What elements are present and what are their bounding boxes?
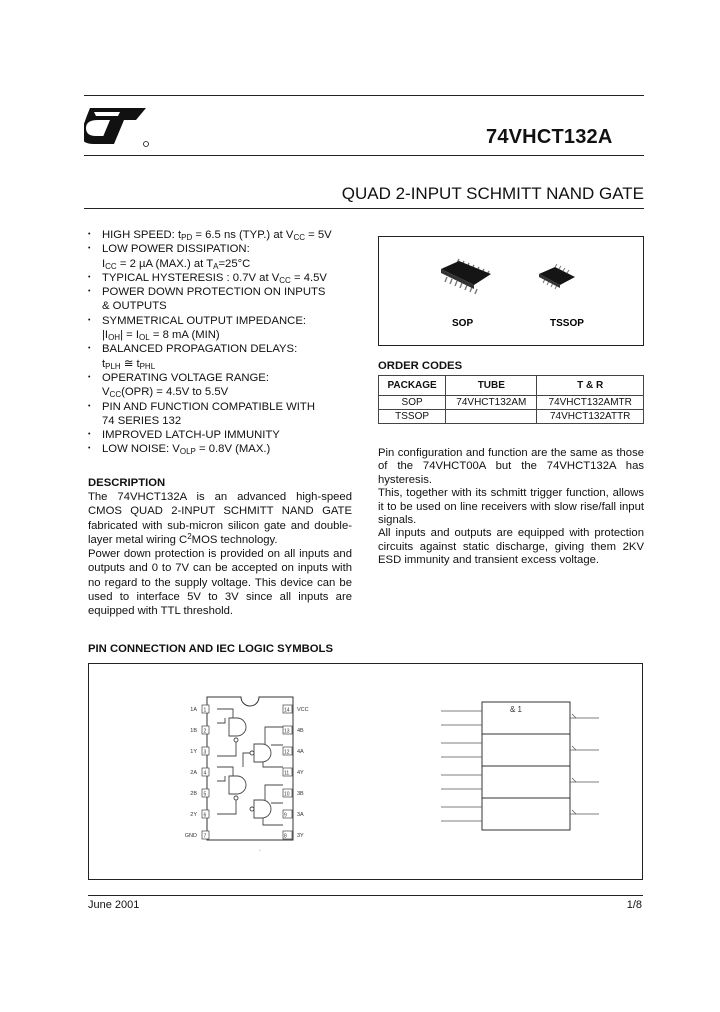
table-row <box>379 410 644 424</box>
cell-tr: 74VHCT132ATTR <box>537 410 644 424</box>
diagram-code: * <box>259 848 261 853</box>
dip-pin-number: 3 <box>203 749 207 756</box>
footer-rule <box>88 895 643 896</box>
iec-negation-mark <box>572 714 576 718</box>
dip-pin-number: 13 <box>284 728 290 735</box>
iec-symbol-label: & 1 <box>510 705 523 714</box>
header-tr: T & R <box>537 376 644 396</box>
feature-item: • HIGH SPEED: $t_{PD} = 6.5$ ns (TYP.) at $V_{CC} = 5V$ <box>88 228 360 242</box>
dip-pin-number: 10 <box>284 791 290 798</box>
dip-pin-label: 3A <box>297 812 304 818</box>
description-paragraph: Power down protection is provided on all inputs and outputs and 0 to 7V can be accepted on inputs with no regard to the supply voltage. This device can be used to interface 5V to 3V since all inputs are equipped with TTL threshold. <box>88 548 352 618</box>
text-paragraph: Pin configuration and function are the same as those of the 74VHCT00A but the 74VHCT132A has hysteresis. <box>378 447 644 486</box>
tssop-package-image <box>539 264 575 289</box>
iec-negation-mark <box>572 810 576 814</box>
dip-pin-label: 1Y <box>190 749 197 755</box>
feature-item: • IMPROVED LATCH-UP IMMUNITY <box>88 428 360 442</box>
package-drawings <box>379 237 643 345</box>
page-number: 1/8 <box>626 899 642 911</box>
feature-continuation: & OUTPUTS <box>102 300 167 313</box>
table-row <box>379 396 644 410</box>
dip-pin-number: 1 <box>203 707 207 714</box>
dip-pin-number: 7 <box>203 833 207 840</box>
dip-pin-label: 2B <box>190 791 197 797</box>
dip-pin-label: 2A <box>190 770 197 776</box>
feature-item: • POWER DOWN PROTECTION ON INPUTS <box>88 285 360 299</box>
pin-connection-title: PIN CONNECTION AND IEC LOGIC SYMBOLS <box>88 643 333 655</box>
feature-continuation: $|I_{OH}| = I_{OL} = 8$ mA (MIN) <box>102 329 220 343</box>
cell-tr: 74VHCT132AMTR <box>537 396 644 410</box>
pin-connection-diagram <box>89 664 642 879</box>
dip-pin-label: 1A <box>190 707 197 713</box>
feature-item: • BALANCED PROPAGATION DELAYS: <box>88 342 360 356</box>
dip-pin-number: 5 <box>203 791 207 798</box>
iec-negation-mark <box>572 746 576 750</box>
dip-pinout-diagram <box>185 697 309 853</box>
description-paragraph: The 74VHCT132A is an advanced high-speed CMOS QUAD 2-INPUT SCHMITT NAND GATE fabricated with sub-micron silicon gate and double-layer metal wiring $C^2MOS$ technology. <box>88 491 352 546</box>
dip-pin-number: 4 <box>203 770 207 777</box>
pin-configuration-text <box>378 447 644 568</box>
subtitle-rule <box>84 208 644 209</box>
feature-item: • OPERATING VOLTAGE RANGE: <box>88 371 360 385</box>
description-text <box>88 490 352 619</box>
header-tube: TUBE <box>446 376 537 396</box>
feature-continuation: $I_{CC} = 2$ µA (MAX.) at $T_A=25^\circ C$ <box>102 257 251 271</box>
cell-package: TSSOP <box>379 410 446 424</box>
dip-pin-number: 11 <box>284 770 290 777</box>
feature-continuation: $V_{CC}(OPR) = 4.5V$ to 5.5V <box>102 386 229 400</box>
cell-tube: 74VHCT132AM <box>446 396 537 410</box>
footer-date: June 2001 <box>88 899 140 911</box>
package-image-box <box>378 236 644 346</box>
pin-connection-box <box>88 663 643 880</box>
dip-pin-label: 3Y <box>297 833 304 839</box>
document-subtitle: QUAD 2-INPUT SCHMITT NAND GATE <box>341 184 644 203</box>
dip-pin-label: 1B <box>190 728 197 734</box>
feature-item: • LOW NOISE: $V_{OLP} = 0.8V$ (MAX.) <box>88 442 360 456</box>
sop-label: SOP <box>452 318 474 329</box>
st-logo <box>84 104 150 148</box>
dip-pin-number: 8 <box>284 833 287 840</box>
feature-list <box>88 228 360 457</box>
cell-package: SOP <box>379 396 446 410</box>
part-number: 74VHCT132A <box>486 126 613 148</box>
dip-pin-label: GND <box>184 833 197 839</box>
dip-pin-label: 2Y <box>190 812 197 818</box>
dip-pin-number: 12 <box>284 749 290 756</box>
dip-pin-number: 6 <box>203 812 207 819</box>
feature-item: • SYMMETRICAL OUTPUT IMPEDANCE: <box>88 314 360 328</box>
feature-continuation: $t_{PLH}$ ≅ $t_{PHL}$ <box>102 357 156 371</box>
feature-item: • LOW POWER DISSIPATION: <box>88 242 360 256</box>
dip-pin-number: 9 <box>284 812 287 819</box>
dip-pin-label: 4A <box>297 749 304 755</box>
order-codes-title: ORDER CODES <box>378 360 463 372</box>
table-header-row <box>379 376 644 396</box>
iec-logic-symbol <box>441 702 599 830</box>
feature-item: • PIN AND FUNCTION COMPATIBLE WITH <box>88 400 360 414</box>
feature-continuation: 74 SERIES 132 <box>102 414 182 427</box>
text-paragraph: All inputs and outputs are equipped with protection circuits against static discharge, giving them 2KV ESD immunity and transient excess voltage. <box>378 527 644 567</box>
cell-tube <box>446 410 537 424</box>
dip-pin-label: 3B <box>297 791 304 797</box>
header-rule <box>84 155 644 156</box>
feature-item: • TYPICAL HYSTERESIS : 0.7V at $V_{CC} = 4.5V$ <box>88 271 360 285</box>
dip-pin-number: 14 <box>284 707 290 714</box>
dip-pin-label: 4Y <box>297 770 304 776</box>
tssop-label: TSSOP <box>550 318 584 329</box>
sop-package-image <box>441 259 491 294</box>
description-title: DESCRIPTION <box>88 477 166 489</box>
top-rule <box>84 95 644 96</box>
order-codes-table <box>378 375 644 424</box>
iec-negation-mark <box>572 778 576 782</box>
text-paragraph: This, together with its schmitt trigger function, allows it to be used on line receivers with slow rise/fall input signals. <box>378 487 644 527</box>
dip-pin-number: 2 <box>203 728 207 735</box>
dip-pin-label: 4B <box>297 728 304 734</box>
dip-pin-label: VCC <box>297 707 309 713</box>
header-package: PACKAGE <box>379 376 446 396</box>
